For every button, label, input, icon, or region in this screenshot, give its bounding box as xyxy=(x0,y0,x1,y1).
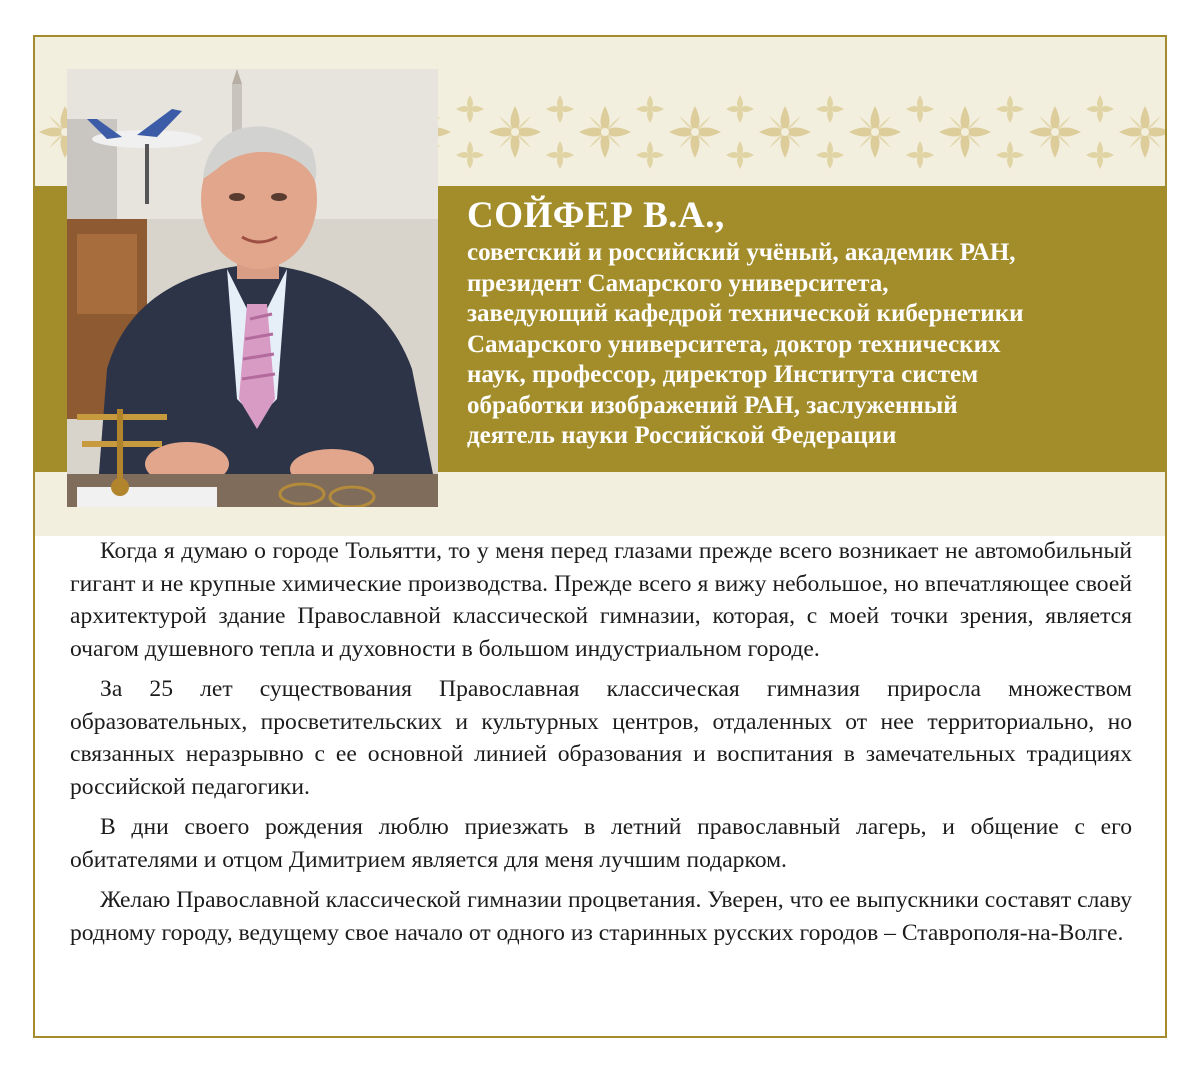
page-frame xyxy=(33,35,1167,1038)
person-title-line: заведующий кафедрой технической кибернетики xyxy=(467,300,1024,327)
portrait-photo xyxy=(67,69,438,507)
person-title-line: обработки изображений РАН, заслуженный xyxy=(467,391,958,419)
title-block xyxy=(467,194,1157,452)
person-title xyxy=(467,238,1157,452)
portrait-illustration xyxy=(67,69,438,507)
person-name: СОЙФЕР В.А., xyxy=(467,195,725,236)
person-title-line: президент Самарского университета, xyxy=(467,269,889,297)
paragraph: Когда я думаю о городе Тольятти, то у меня перед глазами прежде всего возникает не автомобильный гигант и не крупные химические производства. Прежде всего я вижу небольшое, но впечатляющее своей архитектурой здание Православной классической гимназии, которая, с моей точки зрения, является очагом душевного тепла и духовности в большом индустриальном городе. xyxy=(70,538,1132,662)
body-text xyxy=(70,535,1132,957)
person-title-line: советский и российский учёный, академик РАН, xyxy=(467,239,1016,266)
paragraph: За 25 лет существования Православная классическая гимназия приросла множеством образовательных, просветительских и культурных центров, отдаленных от нее территориально, но связанных неразрывно с ее основной линией образования и воспитания в замечательных традициях российской педагогики. xyxy=(70,676,1132,800)
person-title-line: наук, профессор, директор Института систем xyxy=(467,361,979,388)
person-title-line: деятель науки Российской Федерации xyxy=(467,422,897,449)
paragraph: В дни своего рождения люблю приезжать в летний православный лагерь, и общение с его обитателями и отцом Димитрием является для меня лучшим подарком. xyxy=(70,814,1132,873)
person-title-line: Самарского университета, доктор технических xyxy=(467,330,1001,358)
paragraph: Желаю Православной классической гимназии процветания. Уверен, что ее выпускники составят славу родному городу, ведущему свое начало от одного из старинных русских городов – Ставрополя-на-Волге. xyxy=(70,887,1132,946)
